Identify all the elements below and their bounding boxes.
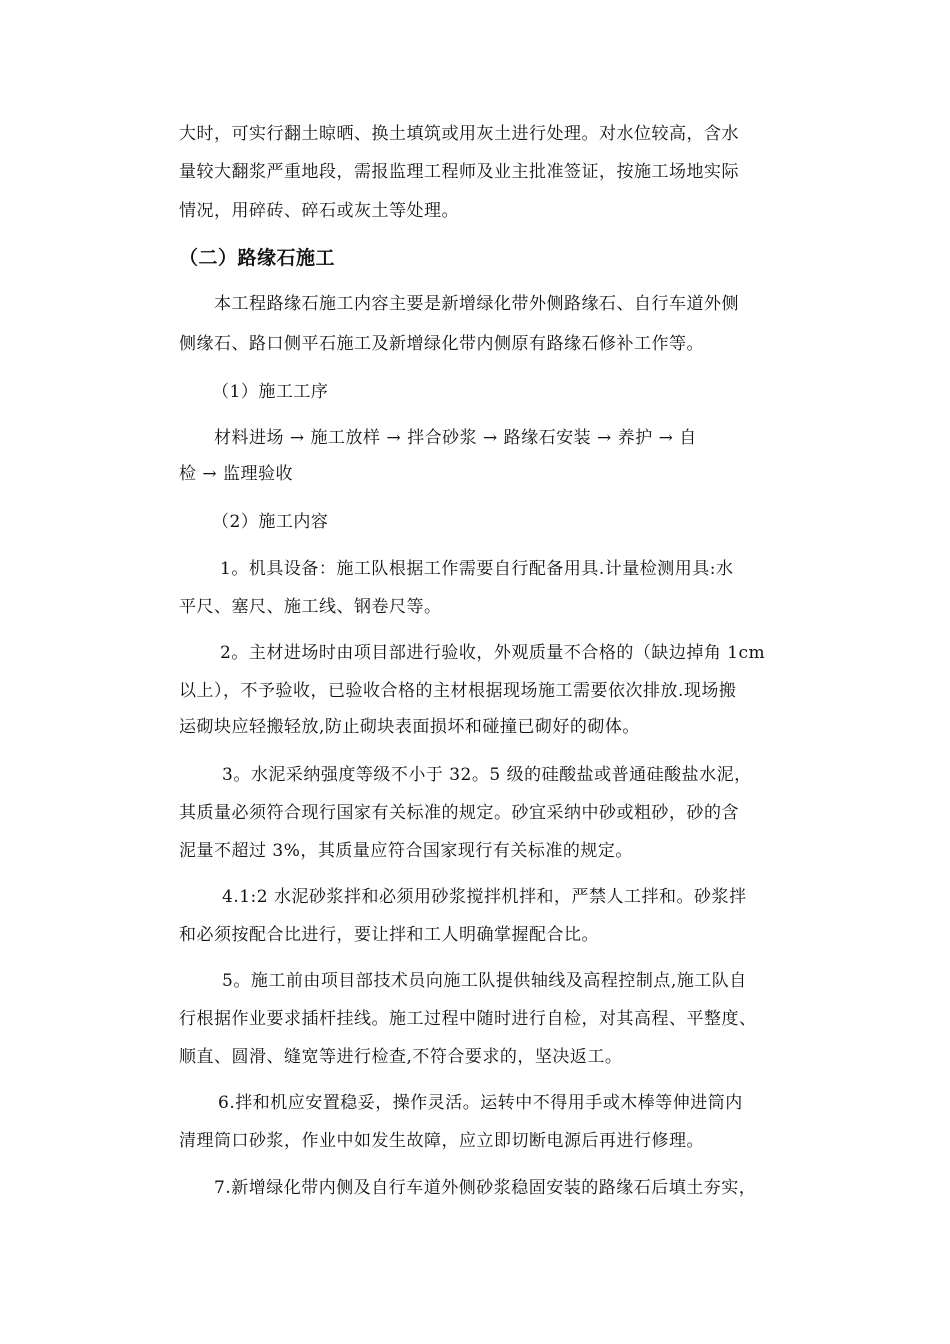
- item-line: 1。机具设备：施工队根据工作需要自行配备用具.计量检测用具:水: [220, 559, 734, 579]
- item-line: 平尺、塞尺、施工线、钢卷尺等。: [179, 597, 442, 617]
- section-heading: （二）路缘石施工: [179, 247, 336, 269]
- item-line: 4.1:2 水泥砂浆拌和必须用砂浆搅拌机拌和，严禁人工拌和。砂浆拌: [222, 887, 747, 907]
- item-line: 顺直、圆滑、缝宽等进行检查,不符合要求的，坚决返工。: [179, 1047, 623, 1067]
- intro-line: 量较大翻浆严重地段，需报监理工程师及业主批准签证，按施工场地实际: [179, 162, 739, 182]
- item-line: 清理筒口砂浆，作业中如发生故障，应立即切断电源后再进行修理。: [179, 1131, 704, 1151]
- item-line: 其质量必须符合现行国家有关标准的规定。砂宜采纳中砂或粗砂，砂的含: [179, 803, 739, 823]
- item-line: 运砌块应轻搬轻放,防止砌块表面损坏和碰撞已砌好的砌体。: [179, 717, 640, 737]
- item-line: 以上），不予验收，已验收合格的主材根据现场施工需要依次排放.现场搬: [179, 681, 737, 701]
- section-intro-line: 本工程路缘石施工内容主要是新增绿化带外侧路缘石、自行车道外侧: [214, 294, 739, 314]
- item-line: 和必须按配合比进行，要让拌和工人明确掌握配合比。: [179, 925, 599, 945]
- process-line: 检 → 监理验收: [179, 464, 294, 484]
- item-line: 泥量不超过 3%，其质量应符合国家现行有关标准的规定。: [179, 841, 633, 861]
- item-line: 3。水泥采纳强度等级不小于 32。5 级的硅酸盐或普通硅酸盐水泥，: [222, 765, 752, 785]
- item-line: 6.拌和机应安置稳妥，操作灵活。运转中不得用手或木棒等伸进筒内: [218, 1093, 743, 1113]
- intro-line: 情况，用碎砖、碎石或灰土等处理。: [179, 201, 459, 221]
- item-line: 5。施工前由项目部技术员向施工队提供轴线及高程控制点,施工队自: [222, 971, 747, 991]
- item-line: 2。主材进场时由项目部进行验收，外观质量不合格的（缺边掉角 1cm: [220, 643, 766, 663]
- intro-line: 大时，可实行翻土晾晒、换土填筑或用灰土进行处理。对水位较高，含水: [179, 124, 739, 144]
- section-intro-line: 侧缘石、路口侧平石施工及新增绿化带内侧原有路缘石修补工作等。: [179, 334, 704, 354]
- item-line: 7.新增绿化带内侧及自行车道外侧砂浆稳固安装的路缘石后填土夯实，: [214, 1178, 757, 1198]
- item-line: 行根据作业要求插杆挂线。施工过程中随时进行自检，对其高程、平整度、: [179, 1009, 757, 1029]
- content-title: （2）施工内容: [212, 512, 329, 532]
- process-title: （1）施工工序: [212, 382, 329, 402]
- process-line: 材料进场 → 施工放样 → 拌合砂浆 → 路缘石安装 → 养护 → 自: [214, 428, 697, 448]
